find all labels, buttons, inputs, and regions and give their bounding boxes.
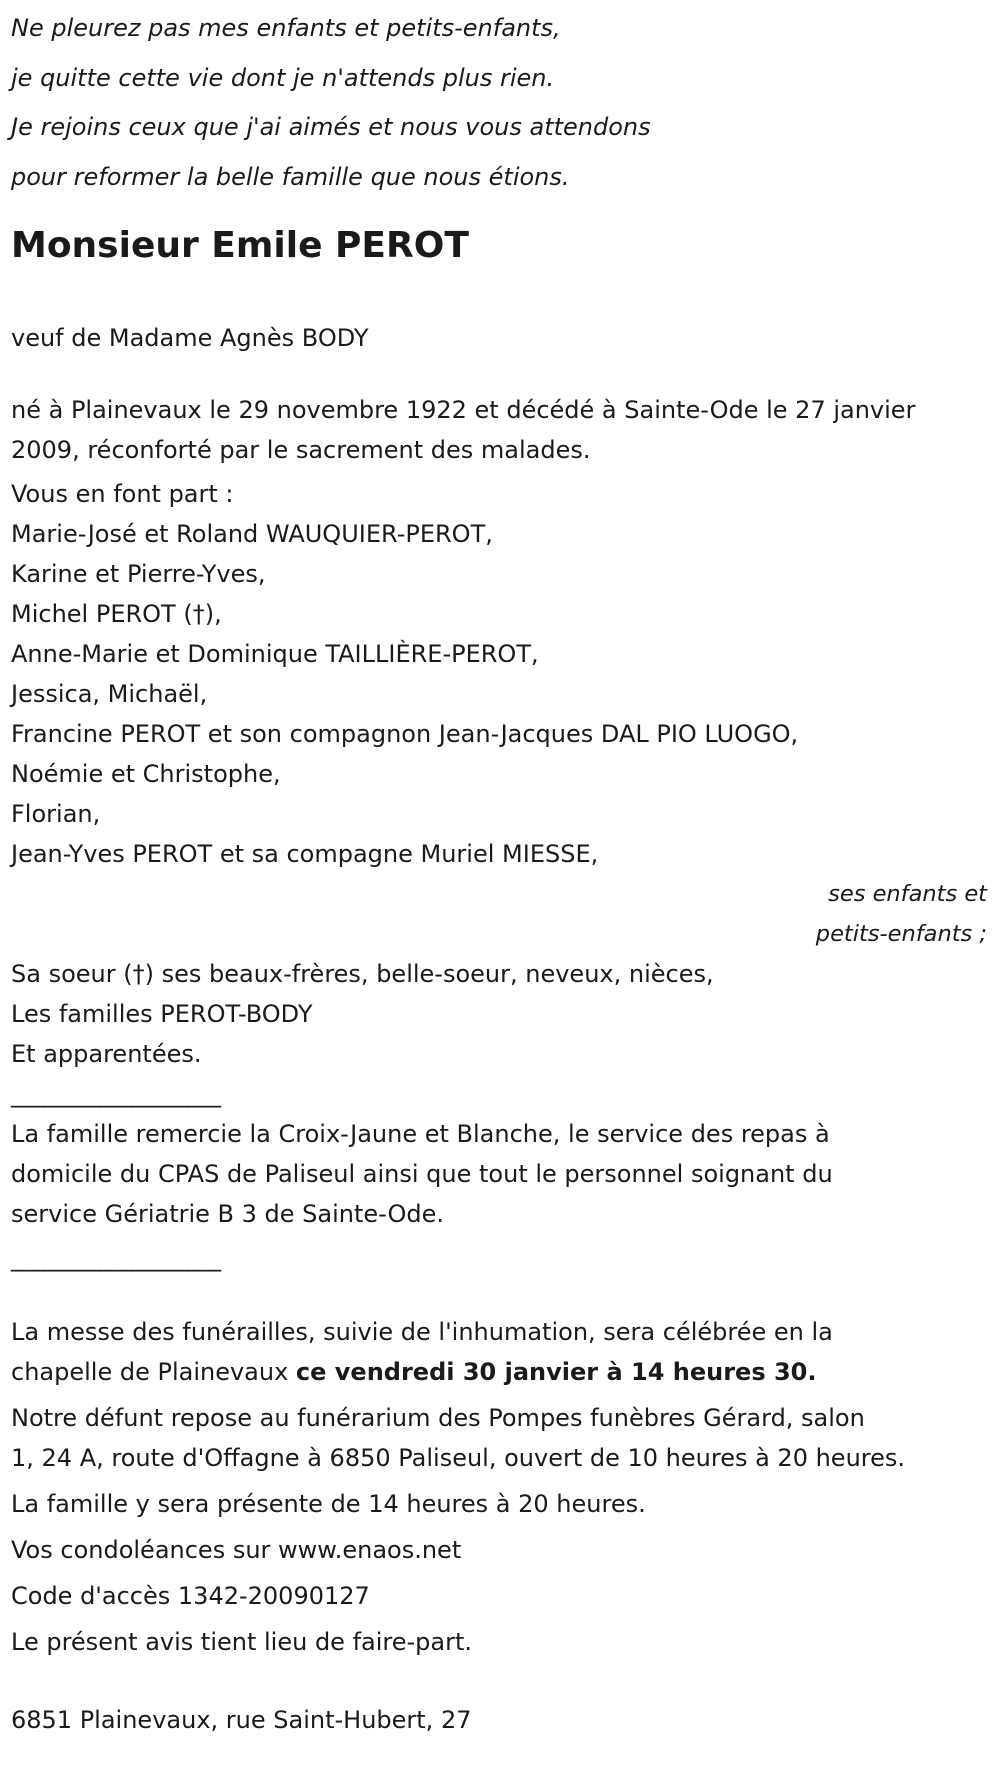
separator: ___________________ xyxy=(11,1244,220,1272)
children-label-line: ses enfants et xyxy=(828,881,987,907)
funeral-line xyxy=(11,1352,991,1392)
thanks-paragraph xyxy=(11,1114,991,1234)
notice-line: Le présent avis tient lieu de faire-part. xyxy=(11,1628,473,1656)
repose-line: 1, 24 A, route d'Offagne à 6850 Paliseul, ouvert de 10 heures à 20 heures. xyxy=(11,1444,906,1472)
family-member: Michel PEROT (†), xyxy=(11,600,222,628)
birth-death-line: 2009, réconforté par le sacrement des malades. xyxy=(11,436,591,464)
children-label xyxy=(11,874,991,954)
presence-line: La famille y sera présente de 14 heures à 20 heures. xyxy=(11,1490,646,1518)
poem xyxy=(11,4,991,202)
other-family-line: Sa soeur (†) ses beaux-frères, belle-soeur, neveux, nièces, xyxy=(11,960,714,988)
birth-death-line: né à Plainevaux le 29 novembre 1922 et décédé à Sainte-Ode le 27 janvier xyxy=(11,396,916,424)
other-family-line: Et apparentées. xyxy=(11,1040,202,1068)
family-list xyxy=(11,474,991,874)
poem-line: je quitte cette vie dont je n'attends plus rien. xyxy=(11,63,555,92)
funeral-location: chapelle de Plainevaux xyxy=(11,1358,296,1386)
thanks-line: domicile du CPAS de Paliseul ainsi que tout le personnel soignant du xyxy=(11,1160,833,1188)
family-member: Anne-Marie et Dominique TAILLIÈRE-PEROT, xyxy=(11,640,539,668)
widower-line: veuf de Madame Agnès BODY xyxy=(11,324,369,352)
condolences-line: Vos condoléances sur www.enaos.net xyxy=(11,1536,462,1564)
thanks-line: La famille remercie la Croix-Jaune et Blanche, le service des repas à xyxy=(11,1120,830,1148)
repose-paragraph xyxy=(11,1398,991,1478)
access-code-line: Code d'accès 1342-20090127 xyxy=(11,1582,370,1610)
family-member: Noémie et Christophe, xyxy=(11,760,281,788)
poem-line: Je rejoins ceux que j'ai aimés et nous vous attendons xyxy=(11,113,651,141)
funeral-paragraph xyxy=(11,1312,991,1392)
funeral-line: La messe des funérailles, suivie de l'inhumation, sera célébrée en la xyxy=(11,1318,833,1346)
deceased-name: Monsieur Emile PEROT xyxy=(11,225,469,266)
other-family xyxy=(11,954,991,1074)
poem-line: Ne pleurez pas mes enfants et petits-enfants, xyxy=(11,14,561,42)
poem-line: pour reformer la belle famille que nous étions. xyxy=(11,162,570,191)
family-intro: Vous en font part : xyxy=(11,480,234,508)
thanks-line: service Gériatrie B 3 de Sainte-Ode. xyxy=(11,1200,445,1228)
family-member: Jean-Yves PEROT et sa compagne Muriel MIESSE, xyxy=(11,840,599,868)
other-family-line: Les familles PEROT-BODY xyxy=(11,1000,313,1028)
family-member: Florian, xyxy=(11,800,101,828)
family-member: Karine et Pierre-Yves, xyxy=(11,560,266,588)
family-member: Francine PEROT et son compagnon Jean-Jacques DAL PIO LUOGO, xyxy=(11,720,799,748)
children-label-line: petits-enfants ; xyxy=(815,921,987,947)
family-member: Marie-José et Roland WAUQUIER-PEROT, xyxy=(11,520,493,548)
address-line: 6851 Plainevaux, rue Saint-Hubert, 27 xyxy=(11,1706,472,1734)
repose-line: Notre défunt repose au funérarium des Pompes funèbres Gérard, salon xyxy=(11,1404,865,1432)
obituary-notice xyxy=(11,0,991,1740)
funeral-date: ce vendredi 30 janvier à 14 heures 30. xyxy=(295,1358,817,1386)
family-member: Jessica, Michaël, xyxy=(11,680,208,708)
separator: ___________________ xyxy=(11,1080,220,1108)
birth-death-paragraph xyxy=(11,390,991,470)
